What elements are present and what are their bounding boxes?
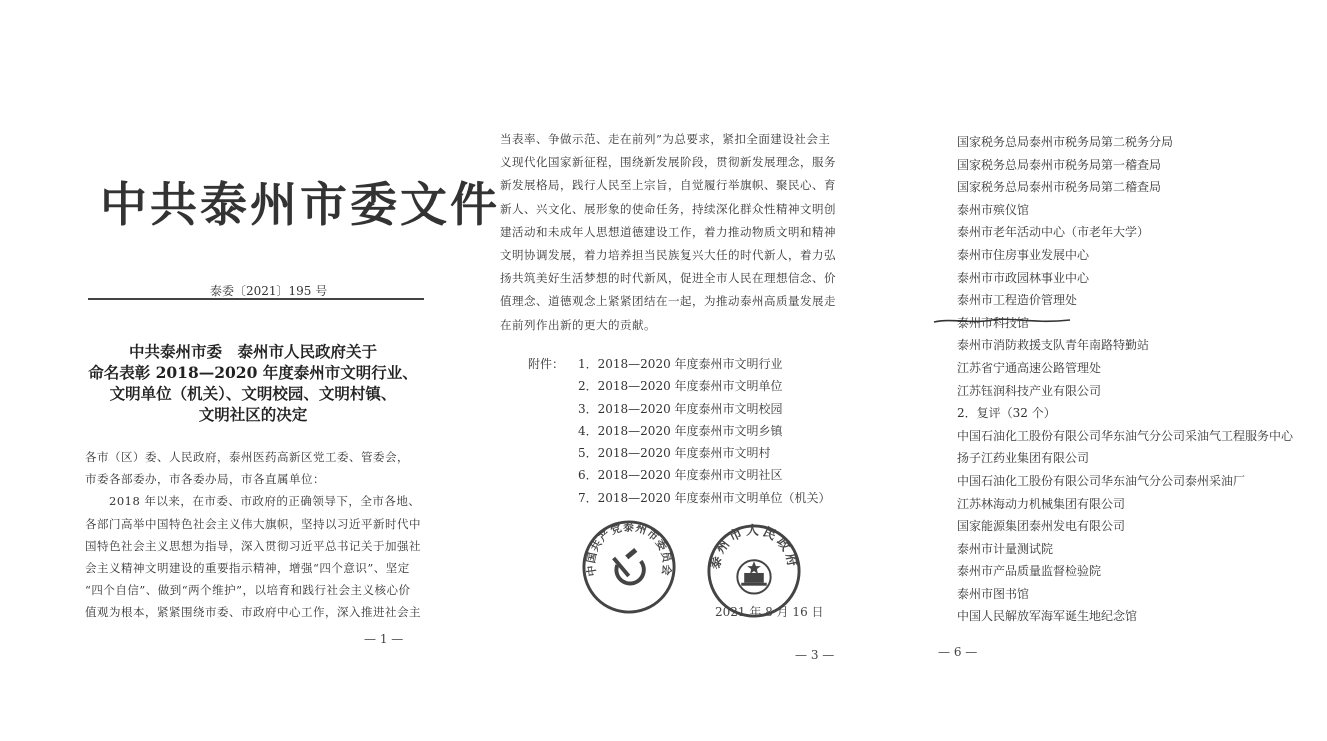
body-line: 会主义精神文明建设的重要指示精神，增强“四个意识”、坚定	[85, 561, 410, 576]
decision-title-line: 文明单位（机关）、文明校园、文明村镇、	[109, 384, 397, 403]
document-page-6	[910, 0, 1327, 741]
attachment-row	[528, 375, 831, 397]
body-line: 各市（区）委、人民政府，泰州医药高新区党工委、管委会，	[85, 450, 409, 464]
decision-title-line: 命名表彰 2018—2020 年度泰州市文明行业、	[88, 363, 418, 382]
document-header-title: 中共泰州市委文件	[100, 178, 500, 233]
attachment-item: 5．2018—2020 年度泰州市文明村	[578, 446, 771, 461]
attachment-item: 2．2018—2020 年度泰州市文明单位	[578, 379, 783, 394]
document-page-3	[450, 0, 910, 741]
list-item: 国家税务总局泰州市税务局第二稽查局	[957, 180, 1162, 195]
attachment-row	[528, 420, 831, 442]
attachment-item: 6．2018—2020 年度泰州市文明社区	[578, 468, 783, 483]
attachment-row	[528, 464, 831, 486]
decision-title-line: 文明社区的决定	[198, 405, 308, 424]
attachment-item: 1．2018—2020 年度泰州市文明行业	[578, 357, 783, 371]
list-item: 泰州市消防救援支队青年南路特勤站	[957, 338, 1150, 353]
body-line: 文明协调发展，着力培养担当民族复兴大任的时代新人，着力弘	[500, 248, 836, 263]
attachment-item: 4．2018—2020 年度泰州市文明乡镇	[578, 423, 783, 438]
list-item: 中国石油化工股份有限公司华东油气分公司采油气工程服务中心	[957, 428, 1294, 443]
document-number: 泰委〔2021〕195 号	[210, 284, 328, 298]
body-line: 2018 年以来，在市委、市政府的正确领导下，全市各地、	[85, 494, 421, 509]
hammer-sickle-icon	[612, 548, 644, 583]
body-line: 在前列作出新的更大的贡献。	[500, 317, 656, 332]
page-number: — 1 —	[364, 632, 404, 646]
section-heading: 2．复评（32 个）	[957, 406, 1056, 421]
body-line: 义现代化国家新征程，围绕新发展阶段，贯彻新发展理念，服务	[500, 155, 836, 170]
attachment-row	[528, 353, 831, 375]
list-item: 泰州市科技馆	[957, 315, 1030, 330]
list-item: 泰州市产品质量监督检验院	[957, 564, 1102, 579]
attachment-row	[528, 398, 831, 420]
party-seal-text: 中国共产党泰州市委员会	[584, 520, 674, 578]
list-item: 泰州市市政园林事业中心	[957, 270, 1090, 285]
list-item: 泰州市住房事业发展中心	[957, 247, 1090, 262]
list-item: 国家税务总局泰州市税务局第一稽查局	[957, 157, 1162, 172]
page-number: — 6 —	[938, 645, 978, 659]
unit-list	[957, 131, 1293, 628]
attachment-row	[528, 442, 831, 464]
page-number: — 3 —	[795, 648, 835, 662]
attachment-row	[528, 487, 831, 509]
body-line: 新人、兴文化、展形象的使命任务，持续深化群众性精神文明创	[500, 201, 836, 216]
body-line: 新发展格局，践行人民至上宗旨，自觉履行举旗帜、聚民心、育	[500, 178, 836, 193]
document-page-1	[0, 0, 500, 741]
body-line: 扬共筑美好生活梦想的时代新风，促进全市人民在理想信念、价	[500, 271, 836, 286]
list-item: 中国人民解放军海军诞生地纪念馆	[957, 609, 1138, 624]
list-item: 泰州市老年活动中心（市老年大学）	[957, 225, 1150, 240]
list-item: 泰州市图书馆	[957, 586, 1030, 601]
list-item: 国家能源集团泰州发电有限公司	[957, 519, 1126, 534]
attachments-label: 附件：	[528, 357, 565, 371]
list-item: 江苏林海动力机械集团有限公司	[957, 496, 1126, 511]
body-line: 市委各部委办，市各委办局，市各直属单位：	[85, 472, 325, 487]
attachment-item: 7．2018—2020 年度泰州市文明单位（机关）	[578, 490, 831, 505]
body-text	[85, 446, 440, 624]
decision-title-line: 中共泰州市委 泰州市人民政府关于	[128, 342, 377, 361]
list-item: 国家税务总局泰州市税务局第二税务分局	[957, 135, 1174, 149]
handwritten-strikethrough	[932, 316, 1072, 326]
svg-text:中国共产党泰州市委员会	[584, 520, 673, 577]
gov-seal-text: 泰州市人民政府	[708, 523, 800, 571]
list-item: 中国石油化工股份有限公司华东油气分公司泰州采油厂	[957, 473, 1246, 488]
body-line: 各部门高举中国特色社会主义伟大旗帜，坚持以习近平新时代中	[85, 516, 421, 531]
header-rule	[88, 298, 424, 300]
list-item: 江苏省宁通高速公路管理处	[957, 360, 1102, 375]
issue-date: 2021 年 8 月 16 日	[715, 605, 824, 619]
national-emblem-icon	[737, 560, 770, 593]
body-text	[500, 128, 836, 337]
list-item: 泰州市殡仪馆	[957, 202, 1030, 217]
party-committee-seal	[580, 518, 678, 616]
list-item: 江苏钰润科技产业有限公司	[957, 383, 1102, 398]
list-item: 泰州市计量测试院	[957, 541, 1054, 556]
body-line: 建活动和未成年人思想道德建设工作，着力推动物质文明和精神	[500, 224, 836, 239]
body-line: 当表率、争做示范、走在前列”为总要求，紧扣全面建设社会主	[500, 132, 831, 146]
body-line: “四个自信”、做到“两个维护”，以培育和践行社会主义核心价	[85, 583, 411, 598]
list-item: 泰州市工程造价管理处	[957, 293, 1078, 308]
body-line: 国特色社会主义思想为指导，深入贯彻习近平总书记关于加强社	[85, 538, 421, 553]
list-item: 扬子江药业集团有限公司	[957, 451, 1090, 466]
attachment-item: 3．2018—2020 年度泰州市文明校园	[578, 401, 783, 416]
decision-title	[78, 341, 428, 425]
attachments-list	[528, 353, 831, 509]
body-line: 值观为根本，紧紧围绕市委、市政府中心工作，深入推进社会主	[85, 605, 421, 620]
body-line: 值理念、道德观念上紧紧团结在一起，为推动泰州高质量发展走	[500, 294, 836, 309]
